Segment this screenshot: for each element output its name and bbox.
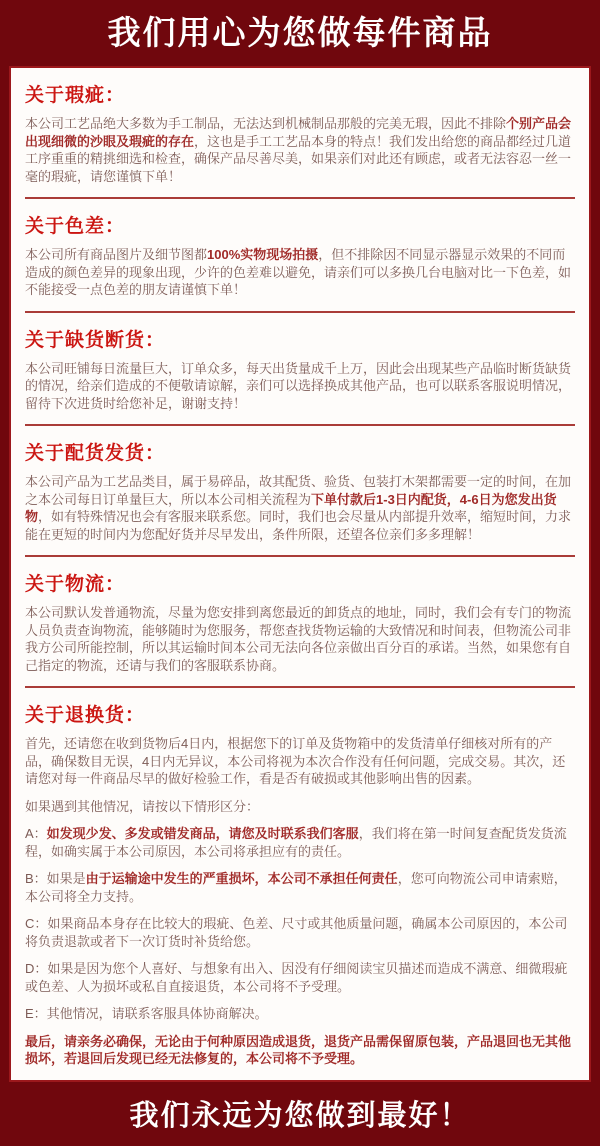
header-banner [0, 0, 600, 66]
notice-section [25, 211, 575, 299]
body-text: ，如有特殊情况也会有客服来联系您。同时，我们也会尽量从内部提升效率，缩短时间，力求能在更短的时间内为您配好货并尽早发出，条件所限，还望各位亲们多多理解！ [25, 509, 572, 542]
section-heading: 关于退换货： [25, 705, 146, 726]
section-paragraph [25, 798, 575, 816]
section-divider [25, 686, 575, 688]
section-paragraph [25, 825, 575, 860]
section-divider [25, 424, 575, 426]
body-text: ，这也是手工工艺品本身的特点！我们发出给您的商品都经过几道工序重重的精挑细选和检查，确保产品尽善尽美，如果亲们对此还有顾虑，或者无法容忍一丝一毫的瑕疵，请您谨慎下单！ [25, 133, 572, 184]
body-text: C：如果商品本身存在比较大的瑕疵、色差、尺寸或其他质量问题，确属本公司原因的，本公司将负责退款或者下一次订货时补货给您。 [25, 916, 568, 949]
body-text: 本公司旺铺每日流量巨大，订单众多，每天出货量成千上万，因此会出现某些产品临时断货缺货的情况，给亲们造成的不便敬请谅解，亲们可以选择换成其他产品，也可以联系客服说明情况，留待下次进货时给您补足，谢谢支持！ [25, 360, 572, 411]
header-title: 我们用心为您做每件商品 [107, 13, 493, 51]
section-paragraph [25, 360, 575, 413]
body-text: 本公司工艺品绝大多数为手工制品，无法达到机械制品那般的完美无瑕，因此不排除 [25, 116, 507, 131]
body-text: B：如果是 [25, 871, 86, 886]
notice-section [25, 80, 575, 185]
body-text: ，我们将在第一时间复查配货发货流程，如确实属于本公司原因，本公司将承担应有的责任。 [25, 826, 567, 859]
notice-sections [25, 80, 575, 1068]
body-text: A： [25, 826, 47, 841]
body-text: ，您可向物流公司申请索赔，本公司将全力支持。 [25, 871, 567, 904]
notice-section [25, 569, 575, 674]
section-heading: 关于瑕疵： [25, 85, 126, 106]
footer-title: 我们永远为您做到最好！ [129, 1100, 471, 1132]
emphasis-text: 由于运输途中发生的严重损坏，本公司不承担任何责任 [85, 871, 398, 886]
section-paragraph [25, 1033, 575, 1068]
section-paragraph [25, 870, 575, 905]
body-text: 本公司所有商品图片及细节图都 [25, 247, 208, 262]
section-divider [25, 311, 575, 313]
section-paragraph [25, 735, 575, 788]
content-panel [9, 66, 591, 1082]
notice-section [25, 325, 575, 413]
section-paragraph [25, 473, 575, 543]
section-heading: 关于配货发货： [25, 443, 166, 464]
section-paragraph [25, 960, 575, 995]
emphasis-text: 100%实物现场拍摄 [207, 247, 319, 262]
section-heading: 关于物流： [25, 574, 126, 595]
body-text: E：其他情况，请联系客服具体协商解决。 [25, 1006, 268, 1021]
section-heading: 关于缺货断货： [25, 329, 166, 351]
emphasis-text: 下单付款后1-3日内配货，4-6日为您发出货物 [25, 491, 557, 524]
emphasis-text: 个别产品会出现细微的沙眼及瑕疵的存在 [25, 116, 572, 149]
section-paragraph [25, 915, 575, 950]
section-paragraph [25, 115, 575, 185]
footer-banner [0, 1082, 600, 1146]
body-text: D：如果是因为您个人喜好、与想象有出入、因没有仔细阅读宝贝描述而造成不满意、细微瑕疵或色差、人为损坏或私自直接退货，本公司将不予受理。 [25, 961, 568, 994]
section-heading: 关于色差： [25, 216, 126, 237]
emphasis-text: 如发现少发、多发或错发商品，请您及时联系我们客服 [46, 826, 359, 841]
section-paragraph [25, 246, 575, 299]
body-text: 本公司产品为工艺品类目，属于易碎品，故其配货、验货、包装打木架都需要一定的时间，在加之本公司每日订单量巨大，所以本公司相关流程为 [25, 474, 572, 507]
section-paragraph [25, 1005, 575, 1023]
notice-section [25, 700, 575, 1068]
body-text: 首先，还请您在收到货物后4日内，根据您下的订单及货物箱中的发货清单仔细核对所有的产品，确保数目无误，4日内无异议，本公司将视为本次合作没有任何问题，完成交易。其次，还请您对每一件商品尽早的做好检验工作，看是否有破损或其他影响出售的因素。 [25, 736, 566, 786]
body-text: 如果遇到其他情况，请按以下情形区分： [25, 798, 260, 814]
section-divider [25, 197, 575, 199]
body-text: ，但不排除因不同显示器显示效果的不同而造成的颜色差异的现象出现，少许的色差难以避免，请亲们可以多换几台电脑对比一下色差，如不能接受一点色差的朋友请谨慎下单！ [25, 247, 572, 297]
section-paragraph [25, 604, 575, 674]
emphasis-text: 最后，请亲务必确保，无论由于何种原因造成退货，退货产品需保留原包装，产品退回也无其他损坏，若退回后发现已经无法修复的，本公司将不予受理。 [25, 1033, 572, 1066]
notice-section [25, 438, 575, 543]
body-text: 本公司默认发普通物流，尽量为您安排到离您最近的卸货点的地址，同时，我们会有专门的物流人员负责查询物流，能够随时为您服务，帮您查找货物运输的大致情况和时间表，但物流公司非我方公司所能控制，所以其运输时间本公司无法向各位亲做出百分百的承诺。当然，如果您有自己指定的物流，还请与我们的客服联系协商。 [25, 605, 572, 673]
section-divider [25, 555, 575, 557]
